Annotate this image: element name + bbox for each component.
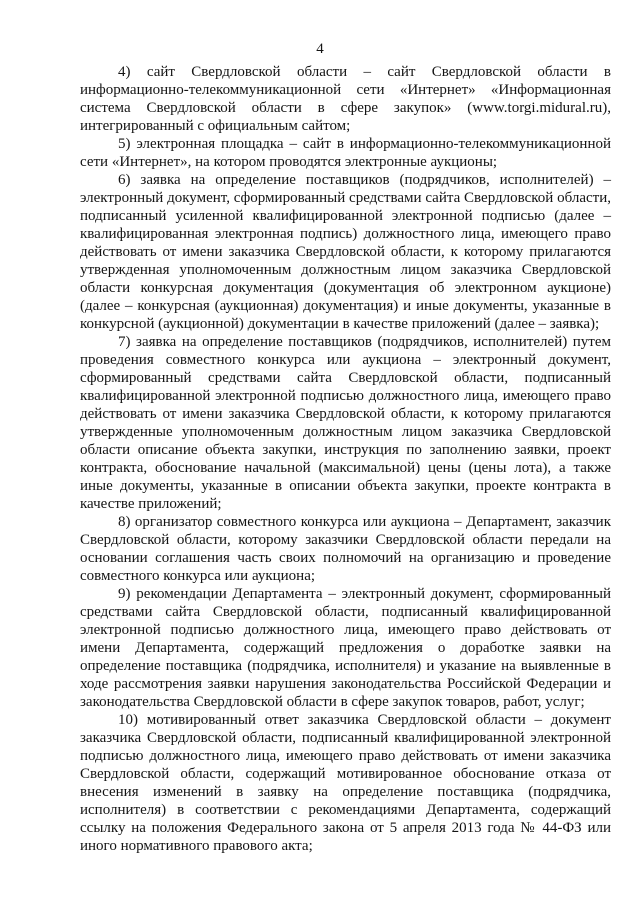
paragraph-item-9: 9) рекомендации Департамента – электронный документ, сформированный средствами сайта Свердловской области, подписанный квалифицированной электронной подписью должностного лица, имеющего право действовать от имени Департамента, содержащий предложения о доработке заявки на определение поставщика (подрядчика, исполнителя) и указание на выявленные в ходе рассмотрения заявки нарушения законодательства Российской Федерации и законодательства Свердловской области в сфере закупок товаров, работ, услуг; (80, 586, 611, 710)
paragraph-item-5: 5) электронная площадка – сайт в информационно-телекоммуникационной сети «Интернет», на котором проводятся электронные аукционы; (80, 136, 611, 170)
paragraph-item-10: 10) мотивированный ответ заказчика Свердловской области – документ заказчика Свердловской области, подписанный квалифицированной электронной подписью должностного лица, имеющего право действовать от имени заказчика Свердловской области, содержащий мотивированное обоснование отказа от внесения изменений в заявку на определение поставщика (подрядчика, исполнителя) в соответствии с рекомендациями Департамента, содержащий ссылку на положения Федерального закона от 5 апреля 2013 года № 44-ФЗ или иного нормативного правового акта; (80, 712, 611, 854)
paragraph-item-4: 4) сайт Свердловской области – сайт Свердловской области в информационно-телекоммуникационной сети «Интернет» «Информационная система Свердловской области в сфере закупок» (www.torgi.midural.ru), интегрированный с официальным сайтом; (80, 64, 611, 134)
paragraph-item-6: 6) заявка на определение поставщиков (подрядчиков, исполнителей) – электронный документ, сформированный средствами сайта Свердловской области, подписанный усиленной квалифицированной электронной подписью (далее – квалифицированная электронная подпись) должностного лица, имеющего право действовать от имени заказчика Свердловской области, к которому прилагаются утвержденная уполномоченным должностным лицом заказчика Свердловской области конкурсная документация (документация об электронном аукционе) (далее – конкурсная (аукционная) документация) и иные документы, указанные в конкурсной (аукционной) документации в качестве приложений (далее – заявка); (80, 172, 611, 332)
page-number: 4 (316, 41, 324, 57)
document-body (80, 63, 611, 855)
paragraph-item-8: 8) организатор совместного конкурса или аукциона – Департамент, заказчик Свердловской области, которому заказчики Свердловской области передали на основании соглашения часть своих полномочий на организацию и проведение совместного конкурса или аукциона; (80, 514, 611, 584)
paragraph-item-7: 7) заявка на определение поставщиков (подрядчиков, исполнителей) путем проведения совместного конкурса или аукциона – электронный документ, сформированный средствами сайта Свердловской области, подписанный квалифицированной электронной подписью должностного лица, имеющего право действовать от имени заказчика Свердловской области, к которому прилагаются утвержденные уполномоченным должностным лицом заказчика Свердловской области описание объекта закупки, инструкция по заполнению заявки, проект контракта, обоснование начальной (максимальной) цены (цены лота), а также иные документы, указанные в описании объекта закупки, проекте контракта в качестве приложений; (80, 334, 611, 512)
